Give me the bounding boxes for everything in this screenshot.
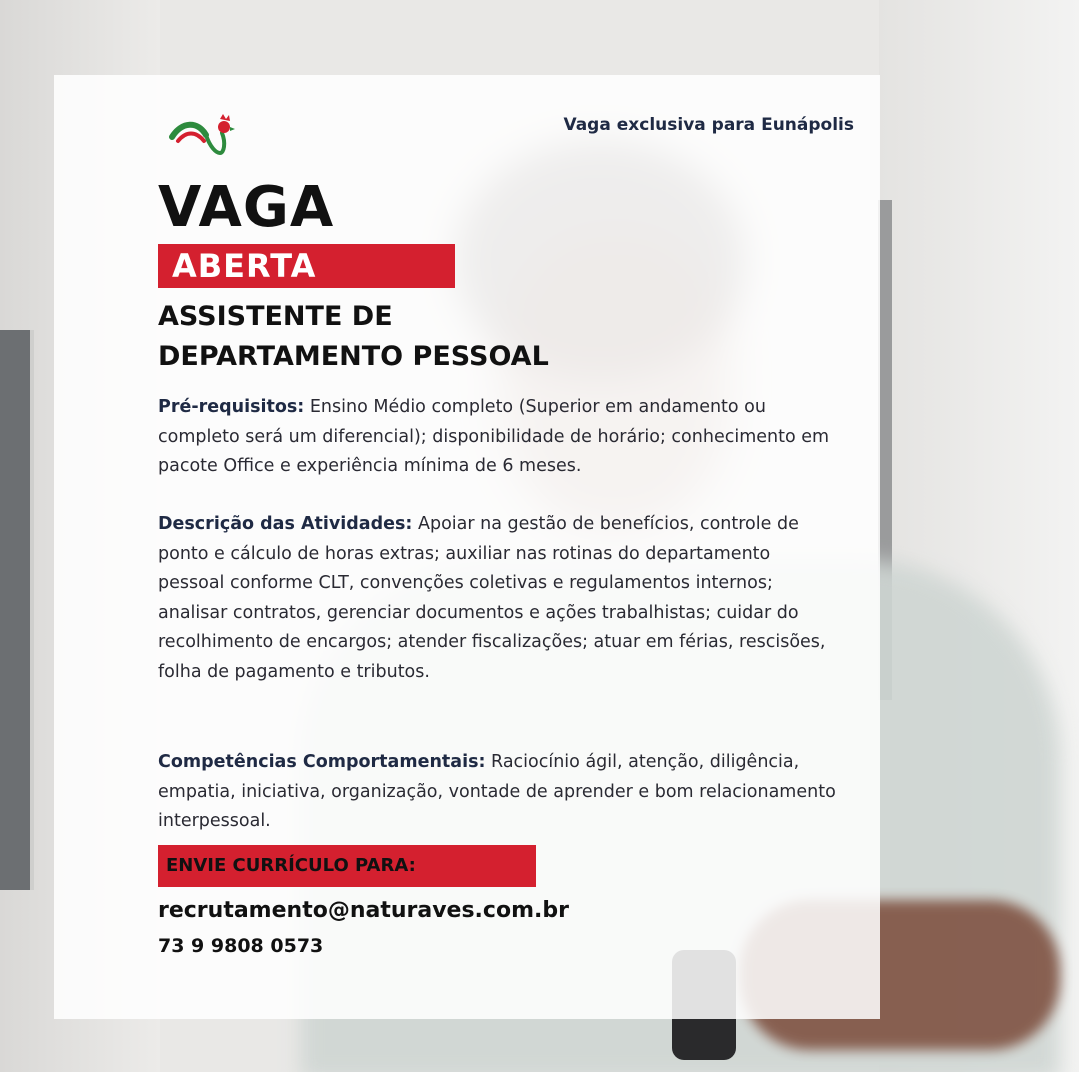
job-title-line-1: ASSISTENTE DE bbox=[158, 301, 393, 332]
job-title-line-2: DEPARTAMENTO PESSOAL bbox=[158, 341, 549, 372]
headline-aberta: ABERTA bbox=[172, 247, 317, 285]
requirements-label: Pré-requisitos: bbox=[158, 397, 305, 417]
location-label: Vaga exclusiva para Eunápolis bbox=[563, 115, 854, 135]
competencies-label: Competências Comportamentais: bbox=[158, 752, 486, 772]
headline-vaga: VAGA bbox=[158, 175, 335, 240]
activities-section bbox=[158, 510, 838, 687]
requirements-section bbox=[158, 393, 838, 482]
competencies-text: Raciocínio ágil, atenção, diligência, empatia, iniciativa, organização, vontade de aprender e bom relacionamento interpessoal. bbox=[158, 752, 836, 831]
send-resume-banner bbox=[158, 845, 536, 887]
headline-aberta-banner bbox=[158, 244, 455, 288]
requirements-text: Ensino Médio completo (Superior em andamento ou completo será um diferencial); disponibilidade de horário; conhecimento em pacote Office e experiência mínima de 6 meses. bbox=[158, 397, 830, 476]
job-title bbox=[158, 297, 718, 377]
activities-text: Apoiar na gestão de benefícios, controle de ponto e cálculo de horas extras; auxiliar nas rotinas do departamento pessoal conforme CLT, convenções coletivas e regulamentos internos; analisar contratos, gerenciar documentos e ações trabalhistas; cuidar do recolhimento de encargos; atender fiscalizações; atuar em férias, rescisões, folha de pagamento e tributos. bbox=[158, 514, 826, 682]
job-posting-card bbox=[54, 75, 880, 1019]
activities-label: Descrição das Atividades: bbox=[158, 514, 413, 534]
send-resume-label: ENVIE CURRÍCULO PARA: bbox=[166, 855, 416, 876]
competencies-section bbox=[158, 748, 838, 837]
window-frame bbox=[0, 330, 34, 890]
contact-phone[interactable]: 73 9 9808 0573 bbox=[158, 935, 324, 957]
naturaves-bird-logo-icon bbox=[168, 113, 238, 161]
contact-email[interactable]: recrutamento@naturaves.com.br bbox=[158, 898, 569, 923]
